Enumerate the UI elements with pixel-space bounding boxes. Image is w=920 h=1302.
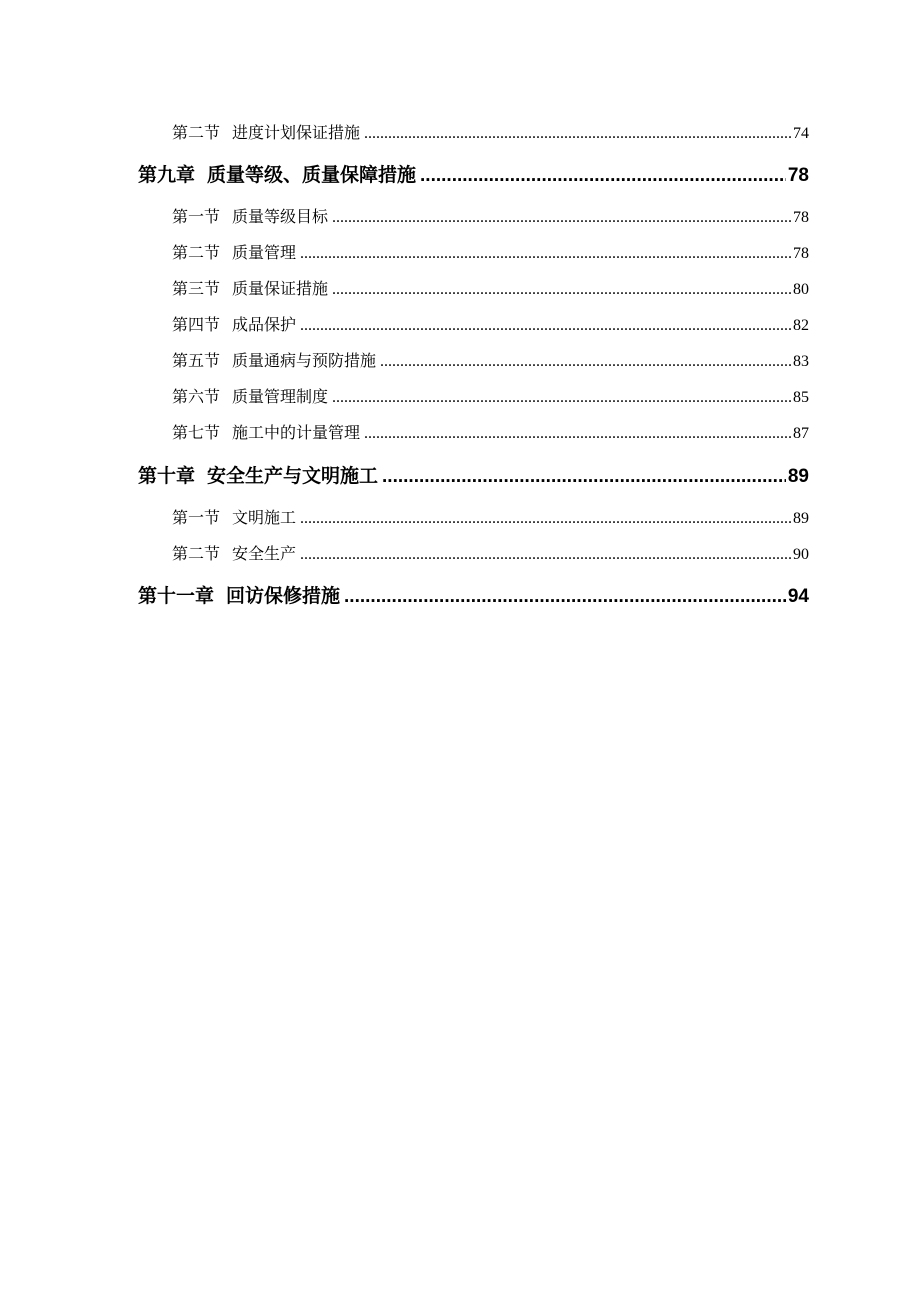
toc-entry-section[interactable] xyxy=(172,420,809,443)
toc-entry-page: 89 xyxy=(787,466,809,487)
toc-entry-title: 质量管理制度 xyxy=(232,387,329,406)
toc-entry-section[interactable] xyxy=(172,240,809,263)
toc-entry-number: 第二节 xyxy=(172,123,221,142)
toc-entry-page: 89 xyxy=(793,510,809,527)
toc-entry-title: 质量等级、质量保障措施 xyxy=(207,164,417,186)
toc-entry-number: 第一节 xyxy=(172,508,221,527)
toc-entry-chapter[interactable] xyxy=(138,581,809,608)
dot-leader xyxy=(420,165,786,187)
toc-entry-title: 质量等级目标 xyxy=(232,207,329,226)
toc-entry-section[interactable] xyxy=(172,384,809,407)
toc-entry-number: 第二节 xyxy=(172,243,221,262)
toc-entry-number: 第一节 xyxy=(172,207,221,226)
toc-entry-page: 80 xyxy=(793,281,809,298)
toc-entry-title: 进度计划保证措施 xyxy=(232,123,361,142)
toc-entry-page: 90 xyxy=(793,546,809,563)
toc-entry-section[interactable] xyxy=(172,276,809,299)
toc-entry-title: 质量管理 xyxy=(232,243,297,262)
toc-entry-title: 质量通病与预防措施 xyxy=(232,351,377,370)
dot-leader xyxy=(344,586,786,608)
toc-entry-title: 质量保证措施 xyxy=(232,279,329,298)
dot-leader xyxy=(364,125,791,143)
toc-entry-page: 78 xyxy=(787,165,809,186)
toc-entry-chapter[interactable] xyxy=(138,461,809,488)
toc-entry-section[interactable] xyxy=(172,348,809,371)
dot-leader xyxy=(300,245,791,263)
toc-entry-number: 第十一章 xyxy=(138,585,215,607)
dot-leader xyxy=(332,281,791,299)
toc-entry-section[interactable] xyxy=(172,120,809,143)
toc-entry-number: 第七节 xyxy=(172,423,221,442)
dot-leader xyxy=(364,425,791,443)
toc-entry-section[interactable] xyxy=(172,541,809,564)
toc-entry-page: 83 xyxy=(793,353,809,370)
toc-entry-page: 85 xyxy=(793,389,809,406)
toc-entry-page: 82 xyxy=(793,317,809,334)
toc-entry-number: 第十章 xyxy=(138,465,196,487)
toc-entry-page: 78 xyxy=(793,209,809,226)
toc-entry-title: 文明施工 xyxy=(232,508,297,527)
dot-leader xyxy=(300,317,791,335)
toc-entry-chapter[interactable] xyxy=(138,160,809,187)
toc-entry-number: 第五节 xyxy=(172,351,221,370)
toc-entry-section[interactable] xyxy=(172,204,809,227)
toc-entry-section[interactable] xyxy=(172,312,809,335)
toc-entry-section[interactable] xyxy=(172,505,809,528)
toc-entry-page: 94 xyxy=(787,586,809,607)
toc-entry-number: 第二节 xyxy=(172,544,221,563)
dot-leader xyxy=(332,389,791,407)
toc-entry-title: 安全生产与文明施工 xyxy=(207,465,379,487)
toc-entry-title: 回访保修措施 xyxy=(226,585,341,607)
dot-leader xyxy=(300,510,791,528)
toc-entry-title: 成品保护 xyxy=(232,315,297,334)
toc-entry-title: 施工中的计量管理 xyxy=(232,423,361,442)
toc-entry-page: 74 xyxy=(793,125,809,142)
toc-entry-title: 安全生产 xyxy=(232,544,297,563)
dot-leader xyxy=(332,209,791,227)
dot-leader xyxy=(380,353,791,371)
toc-entry-number: 第六节 xyxy=(172,387,221,406)
toc-entry-number: 第四节 xyxy=(172,315,221,334)
toc-entry-page: 87 xyxy=(793,425,809,442)
toc-entry-number: 第九章 xyxy=(138,164,196,186)
dot-leader xyxy=(300,546,791,564)
dot-leader xyxy=(382,466,786,488)
toc-entry-number: 第三节 xyxy=(172,279,221,298)
toc-entry-page: 78 xyxy=(793,245,809,262)
